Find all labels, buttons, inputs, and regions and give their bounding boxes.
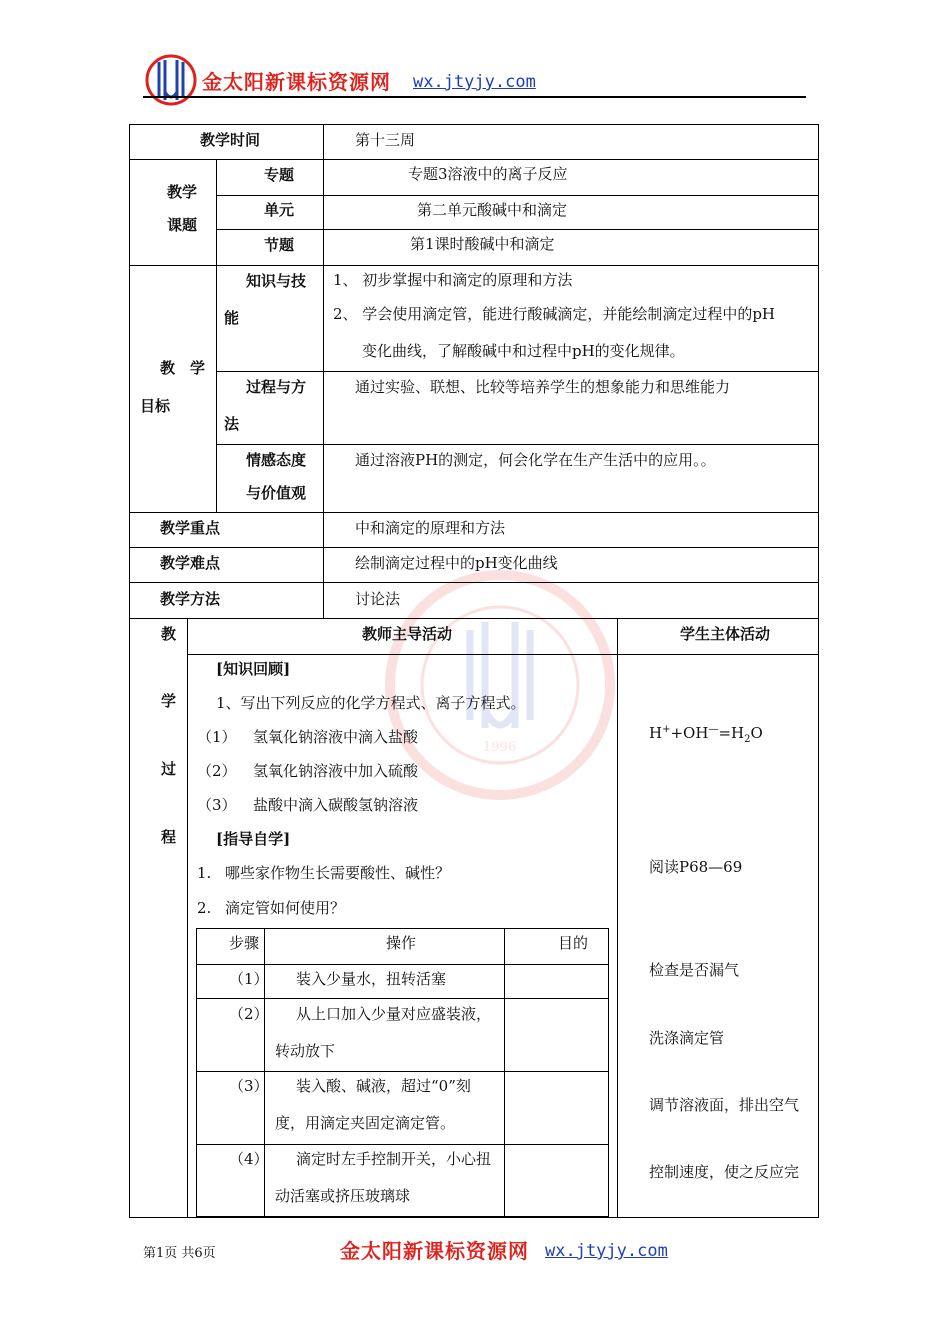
row-line bbox=[216, 229, 819, 230]
process-label-1: 过程与方 bbox=[246, 378, 307, 396]
time-value: 第十三周 bbox=[355, 131, 416, 149]
row-line bbox=[216, 195, 819, 196]
footer-page: 第1页 共6页 bbox=[143, 1246, 216, 1261]
eq-sup: + bbox=[662, 724, 671, 735]
zhuanti-value: 专题3溶液中的离子反应 bbox=[408, 165, 568, 183]
teacher-header: 教师主导活动 bbox=[362, 625, 453, 643]
logo-icon bbox=[143, 52, 199, 108]
col-line bbox=[617, 618, 618, 1218]
table-left bbox=[129, 124, 130, 1218]
process-col-char: 教 bbox=[161, 625, 177, 643]
emotion-label-1: 情感态度 bbox=[246, 451, 307, 469]
knowledge-item-1: 1、 初步掌握中和滴定的原理和方法 bbox=[333, 271, 573, 289]
process-label-2: 法 bbox=[224, 415, 240, 433]
focus-value: 中和滴定的原理和方法 bbox=[355, 519, 506, 537]
col-line bbox=[187, 618, 188, 1218]
row-line bbox=[187, 654, 819, 655]
inner-table-line bbox=[196, 928, 608, 929]
knowledge-item-2: 2、 学会使用滴定管，能进行酸碱滴定，并能绘制滴定过程中的pH bbox=[333, 305, 775, 323]
table-right bbox=[818, 124, 819, 1218]
inner-op: 滴定时左手控制开关，小心扭 bbox=[296, 1150, 492, 1168]
row-line bbox=[129, 265, 819, 266]
guide-item-text: 哪些家作物生长需要酸性、碱性？ bbox=[225, 864, 451, 882]
guide-item-text: 滴定管如何使用？ bbox=[225, 899, 346, 917]
header-logo bbox=[143, 52, 199, 108]
process-col-char: 程 bbox=[161, 828, 177, 846]
footer-url[interactable]: wx.jtyjy.com bbox=[545, 1241, 668, 1261]
header-rule bbox=[143, 96, 806, 98]
row-line bbox=[129, 582, 819, 583]
row-line bbox=[129, 159, 819, 160]
footer-brand: 金太阳新课标资源网 bbox=[340, 1239, 529, 1263]
method-label: 教学方法 bbox=[160, 590, 221, 608]
inner-table-line bbox=[196, 1071, 608, 1072]
student-header: 学生主体活动 bbox=[680, 625, 771, 643]
student-item: 检查是否漏气 bbox=[649, 961, 740, 979]
inner-table-line bbox=[196, 964, 608, 965]
jieti-value: 第1课时酸碱中和滴定 bbox=[410, 235, 555, 253]
guide-item-num: 2. bbox=[197, 899, 212, 917]
knowledge-label-1: 知识与技 bbox=[246, 272, 307, 290]
col-line bbox=[323, 124, 324, 618]
row-line bbox=[129, 618, 819, 619]
review-question: 1、写出下列反应的化学方程式、离子方程式。 bbox=[216, 694, 526, 712]
guide-item-num: 1. bbox=[197, 864, 212, 882]
eq-sup: — bbox=[708, 724, 719, 735]
inner-header-op: 操作 bbox=[386, 934, 417, 952]
header-url[interactable]: wx.jtyjy.com bbox=[413, 72, 536, 92]
process-col-char: 过 bbox=[161, 760, 177, 778]
topic-group-label-2: 课题 bbox=[167, 216, 198, 234]
row-line bbox=[129, 547, 819, 548]
inner-header-step: 步骤 bbox=[229, 934, 260, 952]
eq-part: +OH bbox=[670, 724, 709, 742]
review-item-text: 氢氧化钠溶液中加入硫酸 bbox=[253, 762, 419, 780]
inner-op: 度，用滴定夹固定滴定管。 bbox=[275, 1114, 456, 1132]
eq-part: =H bbox=[718, 724, 745, 742]
review-item-num: （2） bbox=[197, 762, 237, 780]
inner-op: 转动放下 bbox=[275, 1042, 336, 1060]
inner-step: （1） bbox=[229, 970, 269, 988]
jieti-label: 节题 bbox=[264, 236, 295, 254]
inner-table-line bbox=[196, 928, 197, 1217]
inner-table-line bbox=[196, 1216, 608, 1217]
watermark-year: 1996 bbox=[483, 740, 517, 755]
goal-label-1: 教 学 bbox=[160, 359, 206, 377]
row-line bbox=[216, 371, 819, 372]
focus-label: 教学重点 bbox=[160, 519, 221, 537]
inner-op: 动活塞或挤压玻璃球 bbox=[275, 1187, 411, 1205]
inner-step: （2） bbox=[229, 1005, 269, 1023]
inner-op: 从上口加入少量对应盛装液， bbox=[296, 1005, 492, 1023]
knowledge-label-2: 能 bbox=[224, 309, 240, 327]
knowledge-item-3: 变化曲线，了解酸碱中和过程中pH的变化规律。 bbox=[362, 342, 685, 360]
danyuan-value: 第二单元酸碱中和滴定 bbox=[417, 201, 568, 219]
student-item: 洗涤滴定管 bbox=[649, 1029, 725, 1047]
table-bottom bbox=[129, 1217, 819, 1218]
inner-table-line bbox=[196, 998, 608, 999]
inner-table-line bbox=[504, 928, 505, 1217]
zhuanti-label: 专题 bbox=[264, 166, 295, 184]
difficulty-value: 绘制滴定过程中的pH变化曲线 bbox=[355, 554, 558, 572]
watermark-seal bbox=[385, 570, 615, 800]
process-value: 通过实验、联想、比较等培养学生的想象能力和思维能力 bbox=[355, 378, 731, 396]
time-label: 教学时间 bbox=[200, 131, 261, 149]
process-col-char: 学 bbox=[161, 692, 177, 710]
review-item-num: （1） bbox=[197, 728, 237, 746]
eq-part: O bbox=[750, 724, 763, 742]
header-brand: 金太阳新课标资源网 bbox=[202, 70, 391, 94]
row-line bbox=[216, 444, 819, 445]
inner-table-line bbox=[608, 928, 609, 1217]
review-item-text: 氢氧化钠溶液中滴入盐酸 bbox=[253, 728, 419, 746]
difficulty-label: 教学难点 bbox=[160, 554, 221, 572]
inner-table-line bbox=[196, 1144, 608, 1145]
inner-op: 装入少量水，扭转活塞 bbox=[296, 970, 447, 988]
emotion-value: 通过溶液PH的测定，何会化学在生产生活中的应用。。 bbox=[355, 451, 716, 469]
guide-title: [指导自学] bbox=[216, 830, 291, 848]
inner-op: 装入酸、碱液，超过“0”刻 bbox=[296, 1077, 471, 1095]
review-item-num: （3） bbox=[197, 796, 237, 814]
student-item: 阅读P68—69 bbox=[649, 858, 743, 876]
danyuan-label: 单元 bbox=[264, 201, 295, 219]
review-title: [知识回顾] bbox=[216, 660, 291, 678]
inner-step: （4） bbox=[229, 1150, 269, 1168]
inner-step: （3） bbox=[229, 1077, 269, 1095]
eq-sub: 2 bbox=[744, 734, 751, 745]
inner-header-purpose: 目的 bbox=[558, 934, 589, 952]
col-line bbox=[216, 159, 217, 512]
student-item: 控制速度，使之反应完 bbox=[649, 1163, 800, 1181]
table-top bbox=[129, 124, 819, 125]
method-value: 讨论法 bbox=[355, 590, 401, 608]
emotion-label-2: 与价值观 bbox=[246, 484, 307, 502]
row-line bbox=[129, 512, 819, 513]
student-equation bbox=[649, 720, 763, 750]
goal-label-2: 目标 bbox=[140, 397, 171, 415]
eq-part: H bbox=[649, 724, 663, 742]
review-item-text: 盐酸中滴入碳酸氢钠溶液 bbox=[253, 796, 419, 814]
student-item: 调节溶液面，排出空气 bbox=[649, 1096, 800, 1114]
topic-group-label-1: 教学 bbox=[167, 183, 198, 201]
